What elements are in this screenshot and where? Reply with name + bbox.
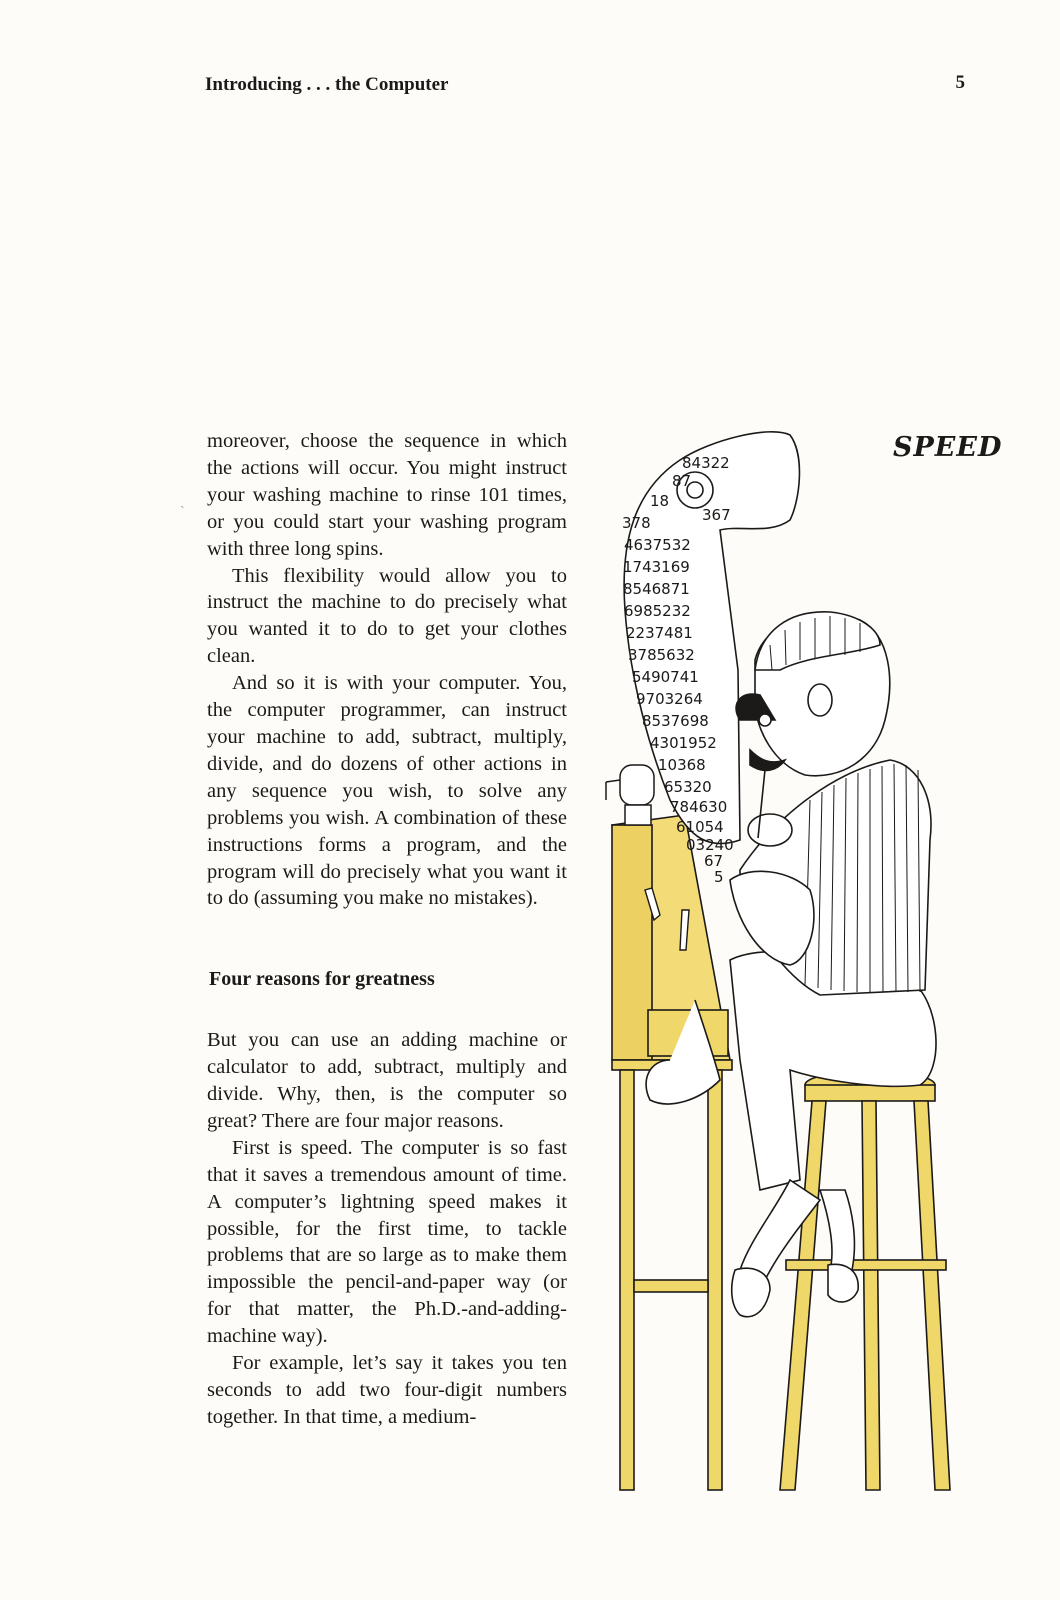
- scroll-number: 84322: [682, 454, 730, 472]
- scroll-number: 367: [702, 506, 731, 524]
- scroll-number: 4301952: [650, 734, 717, 752]
- paragraph: But you can use an adding machine or calculator to add, subtract, multiply and divide. Why, then, is the computer so great? There are four major reasons.: [207, 1029, 567, 1132]
- paragraph: moreover, choose the sequence in which the actions will occur. You might instruct your washing machine to rinse 101 times, or you could start your washing program with three long spins.: [207, 430, 567, 560]
- section-heading: Four reasons for greatness: [209, 968, 435, 991]
- scroll-number: 8537698: [642, 712, 709, 730]
- scroll-number: 61054: [676, 818, 724, 836]
- pencil-sharpener: [606, 765, 654, 825]
- scroll-number: 67: [704, 852, 724, 870]
- stool: [780, 1071, 950, 1490]
- scroll-number: 8546871: [623, 580, 690, 598]
- running-header: [205, 74, 965, 100]
- scroll-number: 4637532: [624, 536, 691, 554]
- scroll-number: 18: [650, 492, 670, 510]
- main-text-column: [207, 428, 567, 1431]
- paragraph: First is speed. The computer is so fast that it saves a tremendous amount of time. A computer’s lightning speed makes it possible, for the first time, to tackle problems that are so large as to make them impossible the pencil-and-paper way (or for that matter, the Ph.D.-and-adding-machine way).: [207, 1136, 567, 1348]
- paragraph: And so it is with your computer. You, the computer programmer, can instruct your machine to add, subtract, multiply, divide, and do dozens of other actions in any sequence you wish, to solve any problems you wish. A combination of these instructions forms a program, and the program will do precisely what you want it to do (assuming you make no mistakes).: [207, 672, 567, 910]
- scroll-number: 784630: [670, 798, 728, 816]
- scroll-number: 9703264: [636, 690, 703, 708]
- desk: [612, 815, 732, 1490]
- scroll-number: 3785632: [628, 646, 695, 664]
- scroll-number: 6985232: [624, 602, 691, 620]
- scroll-number: 1743169: [623, 558, 690, 576]
- scroll-number: 10368: [658, 756, 706, 774]
- scroll-number: 03240: [686, 836, 734, 854]
- illustration-label: SPEED: [893, 432, 1003, 463]
- page-number: 5: [955, 72, 965, 93]
- running-header-title: Introducing . . . the Computer: [205, 74, 449, 95]
- paragraph: For example, let’s say it takes you ten seconds to add two four-digit numbers together. In that time, a medium-: [207, 1352, 567, 1428]
- scroll-number: 65320: [664, 778, 712, 796]
- margin-speck: ˏ: [180, 494, 185, 509]
- speed-illustration: [590, 420, 970, 1520]
- paragraph: This flexibility would allow you to instruct the machine to do precisely what you wanted it to do to get your clothes clean.: [207, 564, 567, 668]
- scroll-number: 87: [672, 472, 692, 490]
- scroll-number: 2237481: [626, 624, 693, 642]
- scroll-number: 5: [714, 868, 724, 886]
- programmer-figure: [730, 612, 936, 1280]
- scroll-number: 5490741: [632, 668, 699, 686]
- scroll-number: 378: [622, 514, 651, 532]
